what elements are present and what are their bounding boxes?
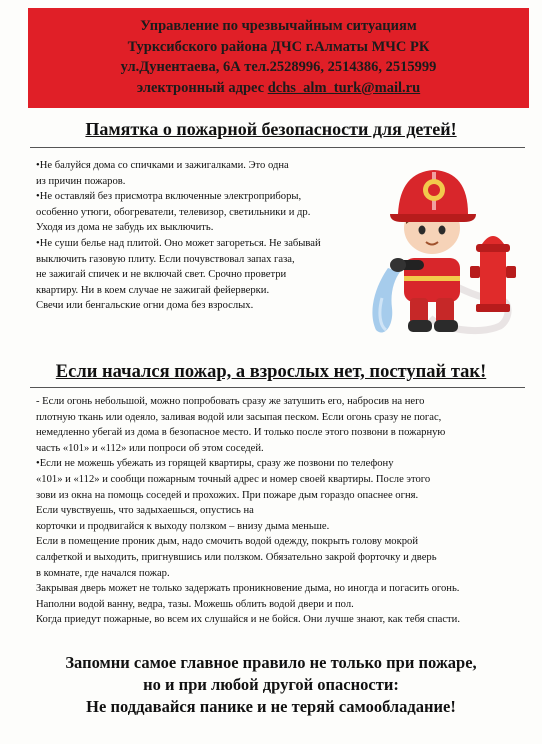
email-link[interactable]: dchs_alm_turk@mail.ru <box>267 79 421 96</box>
header-line-3: ул.Дунентаева, 6А тел.2528996, 2514386, 2515999 <box>120 59 437 75</box>
memo-title: Памятка о пожарной безопасности для детей! <box>85 119 457 139</box>
tip-line: •Не оставляй без присмотра включенные электроприборы, <box>36 191 302 203</box>
header-banner <box>28 8 529 108</box>
tip-line: •Не балуйся дома со спичками и зажигалками. Это одна <box>36 160 289 171</box>
instruction-line: в комнате, где начался пожар. <box>36 567 170 579</box>
tip-line: квартиру. Ни в коем случае не зажигай фейерверки. <box>36 284 270 296</box>
final-line: Не поддавайся панике и не теряй самообладание! <box>86 697 456 716</box>
instruction-line: - Если огонь небольшой, можно попробовать сразу же затушить его, набросив на него <box>36 396 425 407</box>
final-rule <box>0 652 542 718</box>
email-prefix: электронный адрес <box>136 79 268 96</box>
instruction-line: Если в помещение проник дым, надо смочить водой одежду, покрыть голову мокрой <box>36 536 418 548</box>
header-line-1: Управление по чрезвычайным ситуациям <box>140 18 417 34</box>
instruction-line: немедленно убегай из дома в безопасное место. И только после этого позвони в пожарную <box>36 427 446 439</box>
instruction-line: Если чувствуешь, что задыхаешься, опустись на <box>36 505 254 517</box>
instruction-line: плотную ткань или одеяло, заливая водой или засыпая песком. Если огонь сразу не погас, <box>36 411 442 423</box>
divider-middle <box>30 387 525 388</box>
instruction-line: Наполни водой ванну, ведра, тазы. Можешь облить водой двери и пол. <box>36 598 354 610</box>
emergency-title: Если начался пожар, а взрослых нет, поступай так! <box>55 362 487 382</box>
instruction-line: •Если не можешь убежать из горящей квартиры, сразу же позвони по телефону <box>36 458 394 470</box>
instruction-line: «101» и «112» и сообщи пожарным точный адрес и номер своей квартиры. После этого <box>36 473 431 485</box>
fire-hydrant-icon <box>470 236 516 312</box>
tip-line: выключить газовую плиту. Если почувствовал запах газа, <box>36 253 295 265</box>
emergency-instructions <box>36 394 526 628</box>
instruction-line: зови из окна на помощь соседей и прохожих. При пожаре дым гораздо опаснее огня. <box>36 489 419 501</box>
tip-line: Уходя из дома не забудь их выключить. <box>36 222 214 234</box>
tip-line: Свечи или бенгальские огни дома без взрослых. <box>36 300 254 312</box>
header-line-4 <box>34 78 523 99</box>
instruction-line: салфеткой и выходить, пригнувшись или ползком. Обязательно закрой форточку и дверь <box>36 551 437 563</box>
tip-line: •Не суши белье над плитой. Оно может загореться. Не забывай <box>36 237 321 249</box>
instruction-line: корточки и продвигайся к выходу ползком – внизу дыма меньше. <box>36 520 330 532</box>
instruction-line: часть «101» и «112» или попроси об этом соседей. <box>36 442 264 454</box>
safety-tips <box>36 158 376 314</box>
header-line-2: Турксибского района ДЧС г.Алматы МЧС РК <box>127 38 430 55</box>
firefighter-child-illustration <box>360 148 520 348</box>
final-line: Запомни самое главное правило не только при пожаре, <box>65 653 477 672</box>
instruction-line: Когда приедут пожарные, во всем их слушайся и не бойся. Они лучше знают, как тебя спасти. <box>36 614 460 626</box>
tip-line: особенно утюги, обогреватели, телевизор, светильники и др. <box>36 206 311 218</box>
tip-line: не зажигай спичек и не включай свет. Срочно проветри <box>36 269 287 281</box>
final-line: но и при любой другой опасности: <box>143 675 399 694</box>
tip-line: из причин пожаров. <box>36 175 126 187</box>
instruction-line: Закрывая дверь может не только задержать проникновение дыма, но иногда и погасить огонь. <box>36 583 460 595</box>
